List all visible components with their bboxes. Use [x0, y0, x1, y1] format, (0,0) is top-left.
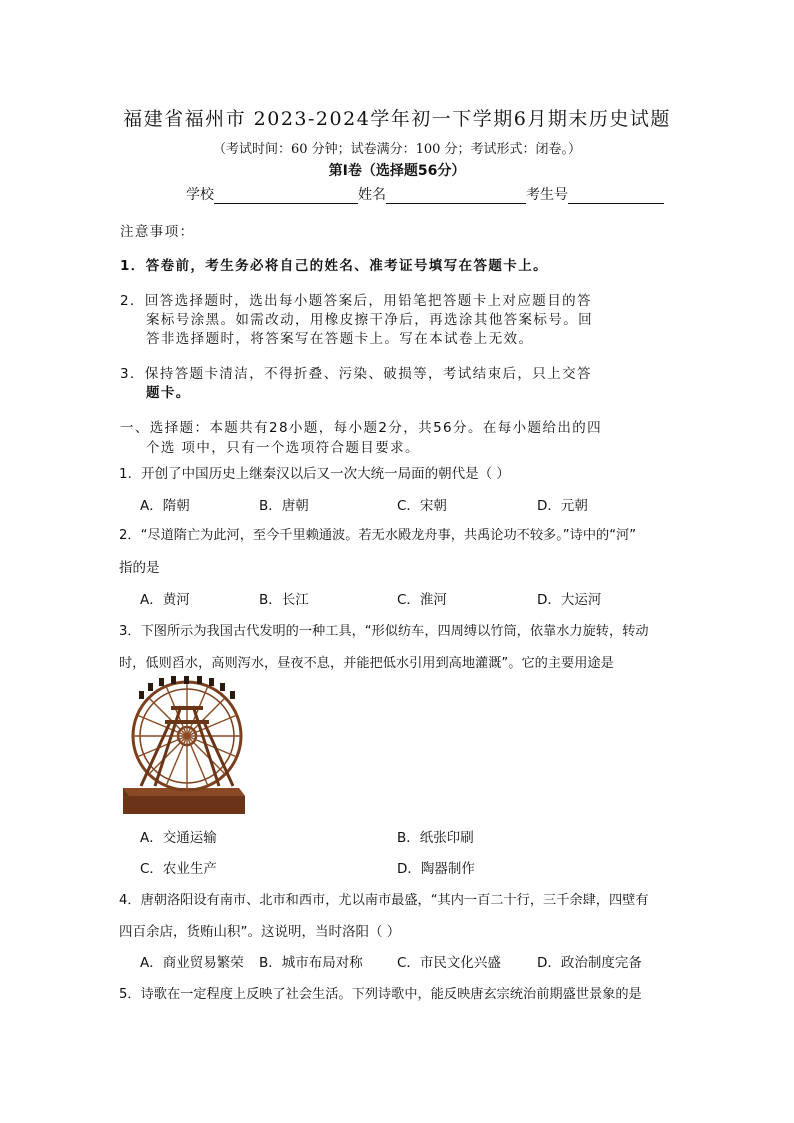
page-title: 福建省福州市 2023-2024学年初一下学期6月期末历史试题: [123, 108, 671, 130]
section-intro-line-2: 个选 项中，只有一个选项符合题目要求。: [146, 440, 420, 456]
note-1: 1．答卷前，考生务必将自己的姓名、准考证号填写在答题卡上。: [120, 258, 548, 274]
note-2-line-1: 2．回答选择题时，选出每小题答案后，用铅笔把答题卡上对应题目的答: [120, 293, 592, 309]
q3-option-b[interactable]: B．纸张印刷: [397, 830, 474, 846]
question-2-line-2: 指的是: [119, 560, 160, 576]
q4-option-d[interactable]: D．政治制度完备: [537, 955, 642, 971]
q3-option-d[interactable]: D．陶器制作: [397, 861, 475, 877]
waterwheel-image: [121, 676, 249, 816]
q2-option-d[interactable]: D．大运河: [537, 592, 602, 608]
name-field[interactable]: [386, 187, 526, 204]
q4-option-a[interactable]: A．商业贸易繁荣: [140, 955, 244, 971]
q1-option-a[interactable]: A．隋朝: [140, 498, 190, 514]
school-label: 学校: [186, 187, 214, 203]
q4-option-c[interactable]: C．市民文化兴盛: [397, 955, 501, 971]
question-1: 1．开创了中国历史上继秦汉以后又一次大统一局面的朝代是（ ）: [119, 466, 510, 482]
note-2-line-3: 答非选择题时，将答案写在答题卡上。写在本试卷上无效。: [146, 331, 534, 347]
name-label: 姓名: [358, 187, 386, 203]
q2-option-a[interactable]: A．黄河: [140, 592, 190, 608]
student-info-fields: [186, 184, 664, 204]
school-field[interactable]: [214, 187, 358, 204]
exam-info: （考试时间：60 分钟；试卷满分：100 分；考试形式：闭卷。）: [212, 142, 582, 157]
question-5-line-1: 5．诗歌在一定程度上反映了社会生活。下列诗歌中，能反映唐玄宗统治前期盛世景象的是: [119, 987, 642, 1002]
q2-option-c[interactable]: C．淮河: [397, 592, 447, 608]
question-2-line-1: 2．“尽道隋亡为此河，至今千里赖通波。若无水殿龙舟事，共禹论功不较多。”诗中的“河”: [119, 528, 637, 543]
note-3-line-1: 3．保持答题卡清洁，不得折叠、污染、破损等，考试结束后，只上交答: [120, 366, 592, 382]
q4-option-b[interactable]: B．城市布局对称: [259, 955, 363, 971]
question-3-line-1: 3．下图所示为我国古代发明的一种工具，“形似纺车，四周缚以竹筒，依靠水力旋转，转动: [119, 624, 649, 639]
student-id-field[interactable]: [568, 187, 664, 204]
notes-heading: 注意事项：: [120, 224, 195, 240]
id-label: 考生号: [526, 187, 568, 203]
q1-option-b[interactable]: B．唐朝: [259, 498, 309, 514]
note-2-line-2: 案标号涂黑。如需改动，用橡皮擦干净后，再选涂其他答案标号。回: [146, 312, 593, 328]
q1-option-c[interactable]: C．宋朝: [397, 498, 447, 514]
q3-option-c[interactable]: C．农业生产: [140, 861, 217, 877]
question-4-line-1: 4．唐朝洛阳设有南市、北市和西市，尤以南市最盛，“其内一百二十行，三千余肆，四壁有: [119, 893, 649, 908]
note-3-line-2: 题卡。: [146, 385, 191, 401]
volume-heading: 第Ⅰ卷（选择题56分）: [328, 163, 466, 179]
section-intro-line-1: 一、选择题：本题共有28小题，每小题2分，共56分。在每小题给出的四: [120, 420, 603, 436]
question-3-line-2: 时，低则舀水，高则泻水，昼夜不息，并能把低水引用到高地灌溉”。它的主要用途是: [119, 656, 614, 671]
question-4-line-2: 四百余店，货贿山积”。这说明，当时洛阳（ ）: [119, 924, 401, 940]
q2-option-b[interactable]: B．长江: [259, 592, 309, 608]
q1-option-d[interactable]: D．元朝: [537, 498, 588, 514]
q3-option-a[interactable]: A．交通运输: [140, 830, 217, 846]
